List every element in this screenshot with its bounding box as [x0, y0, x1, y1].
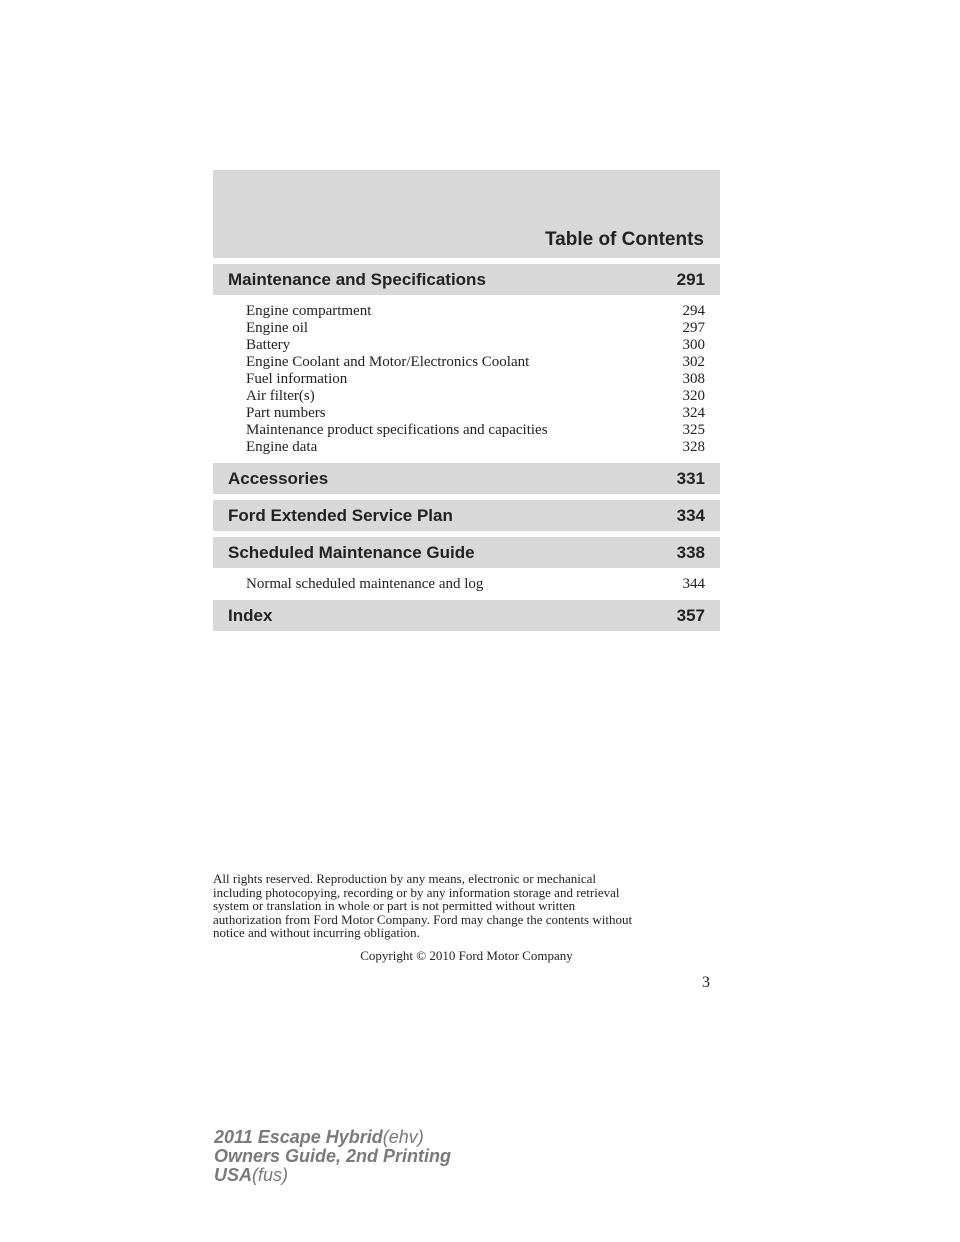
- toc-section-title: Maintenance and Specifications: [228, 269, 486, 289]
- toc-entry-label: Normal scheduled maintenance and log: [246, 576, 484, 592]
- footer-market-line: [214, 1166, 451, 1185]
- toc-entry-label: Air filter(s): [246, 388, 315, 404]
- toc-entry[interactable]: [213, 320, 720, 337]
- toc-entry[interactable]: [213, 405, 720, 422]
- toc-entry-page: 302: [682, 354, 705, 370]
- page-title: Table of Contents: [544, 229, 704, 250]
- footer-model-code: (ehv): [382, 1127, 424, 1147]
- toc-entry[interactable]: [213, 388, 720, 405]
- toc-section-title: Index: [228, 605, 273, 625]
- toc-entry[interactable]: [213, 576, 720, 593]
- toc-entry-page: 325: [682, 422, 705, 438]
- legal-line: including photocopying, recording or by any information storage and retrieval: [213, 884, 620, 900]
- toc-section-page: 338: [676, 542, 705, 562]
- toc-entry-list: [213, 295, 720, 463]
- toc-entry-label: Engine oil: [246, 320, 309, 336]
- toc-section-title: Scheduled Maintenance Guide: [228, 542, 475, 562]
- toc-entry-label: Maintenance product specifications and capacities: [246, 422, 548, 438]
- toc-entry[interactable]: [213, 422, 720, 439]
- toc-entry-list: [213, 568, 720, 600]
- toc-entry[interactable]: [213, 354, 720, 371]
- footer-imprint: [214, 1128, 451, 1185]
- toc-entry-label: Engine data: [246, 439, 318, 455]
- toc-section-page: 357: [676, 605, 705, 625]
- copyright-line: Copyright © 2010 Ford Motor Company: [360, 948, 573, 963]
- toc-entry-page: 308: [682, 371, 705, 387]
- toc-section-header[interactable]: [213, 537, 720, 568]
- toc-section-header[interactable]: [213, 463, 720, 494]
- legal-line: system or translation in whole or part is not permitted without written: [213, 898, 576, 913]
- legal-line: notice and without incurring obligation.: [213, 925, 420, 940]
- toc-entry-label: Engine compartment: [246, 303, 372, 319]
- toc-section-header[interactable]: [213, 264, 720, 295]
- page-number: 3: [702, 974, 710, 991]
- table-of-contents: [213, 264, 720, 631]
- legal-notice: [213, 872, 720, 940]
- toc-section-page: 331: [676, 468, 705, 488]
- toc-entry-label: Fuel information: [246, 371, 348, 387]
- toc-entry-label: Part numbers: [246, 405, 326, 421]
- toc-entry[interactable]: [213, 371, 720, 388]
- toc-section-page: 291: [676, 269, 705, 289]
- footer-guide-line: [214, 1147, 451, 1166]
- header-band: [213, 170, 720, 258]
- footer-guide: Owners Guide, 2nd Printing: [214, 1146, 452, 1166]
- toc-entry-page: 344: [682, 576, 705, 592]
- legal-line: authorization from Ford Motor Company. Ford may change the contents without: [213, 911, 633, 927]
- toc-section-header[interactable]: [213, 500, 720, 531]
- toc-entry-label: Engine Coolant and Motor/Electronics Coolant: [246, 354, 530, 370]
- toc-entry-label: Battery: [246, 337, 291, 353]
- toc-entry-page: 297: [682, 320, 705, 336]
- toc-section-header[interactable]: [213, 600, 720, 631]
- toc-section-title: Ford Extended Service Plan: [228, 505, 453, 525]
- toc-entry-page: 328: [682, 439, 705, 455]
- footer-market-code: (fus): [252, 1165, 289, 1185]
- legal-line: All rights reserved. Reproduction by any means, electronic or mechanical: [213, 871, 597, 886]
- toc-entry-page: 324: [682, 405, 705, 421]
- toc-entry-page: 300: [682, 337, 705, 353]
- toc-section-page: 334: [676, 505, 705, 525]
- toc-entry-page: 294: [682, 303, 705, 319]
- footer-model: 2011 Escape Hybrid: [214, 1127, 383, 1147]
- toc-entry[interactable]: [213, 303, 720, 320]
- toc-section-title: Accessories: [228, 468, 329, 488]
- footer-market: USA: [214, 1165, 253, 1185]
- toc-entry[interactable]: [213, 337, 720, 354]
- footer-model-line: [214, 1128, 451, 1147]
- toc-entry-page: 320: [682, 388, 705, 404]
- toc-entry[interactable]: [213, 439, 720, 456]
